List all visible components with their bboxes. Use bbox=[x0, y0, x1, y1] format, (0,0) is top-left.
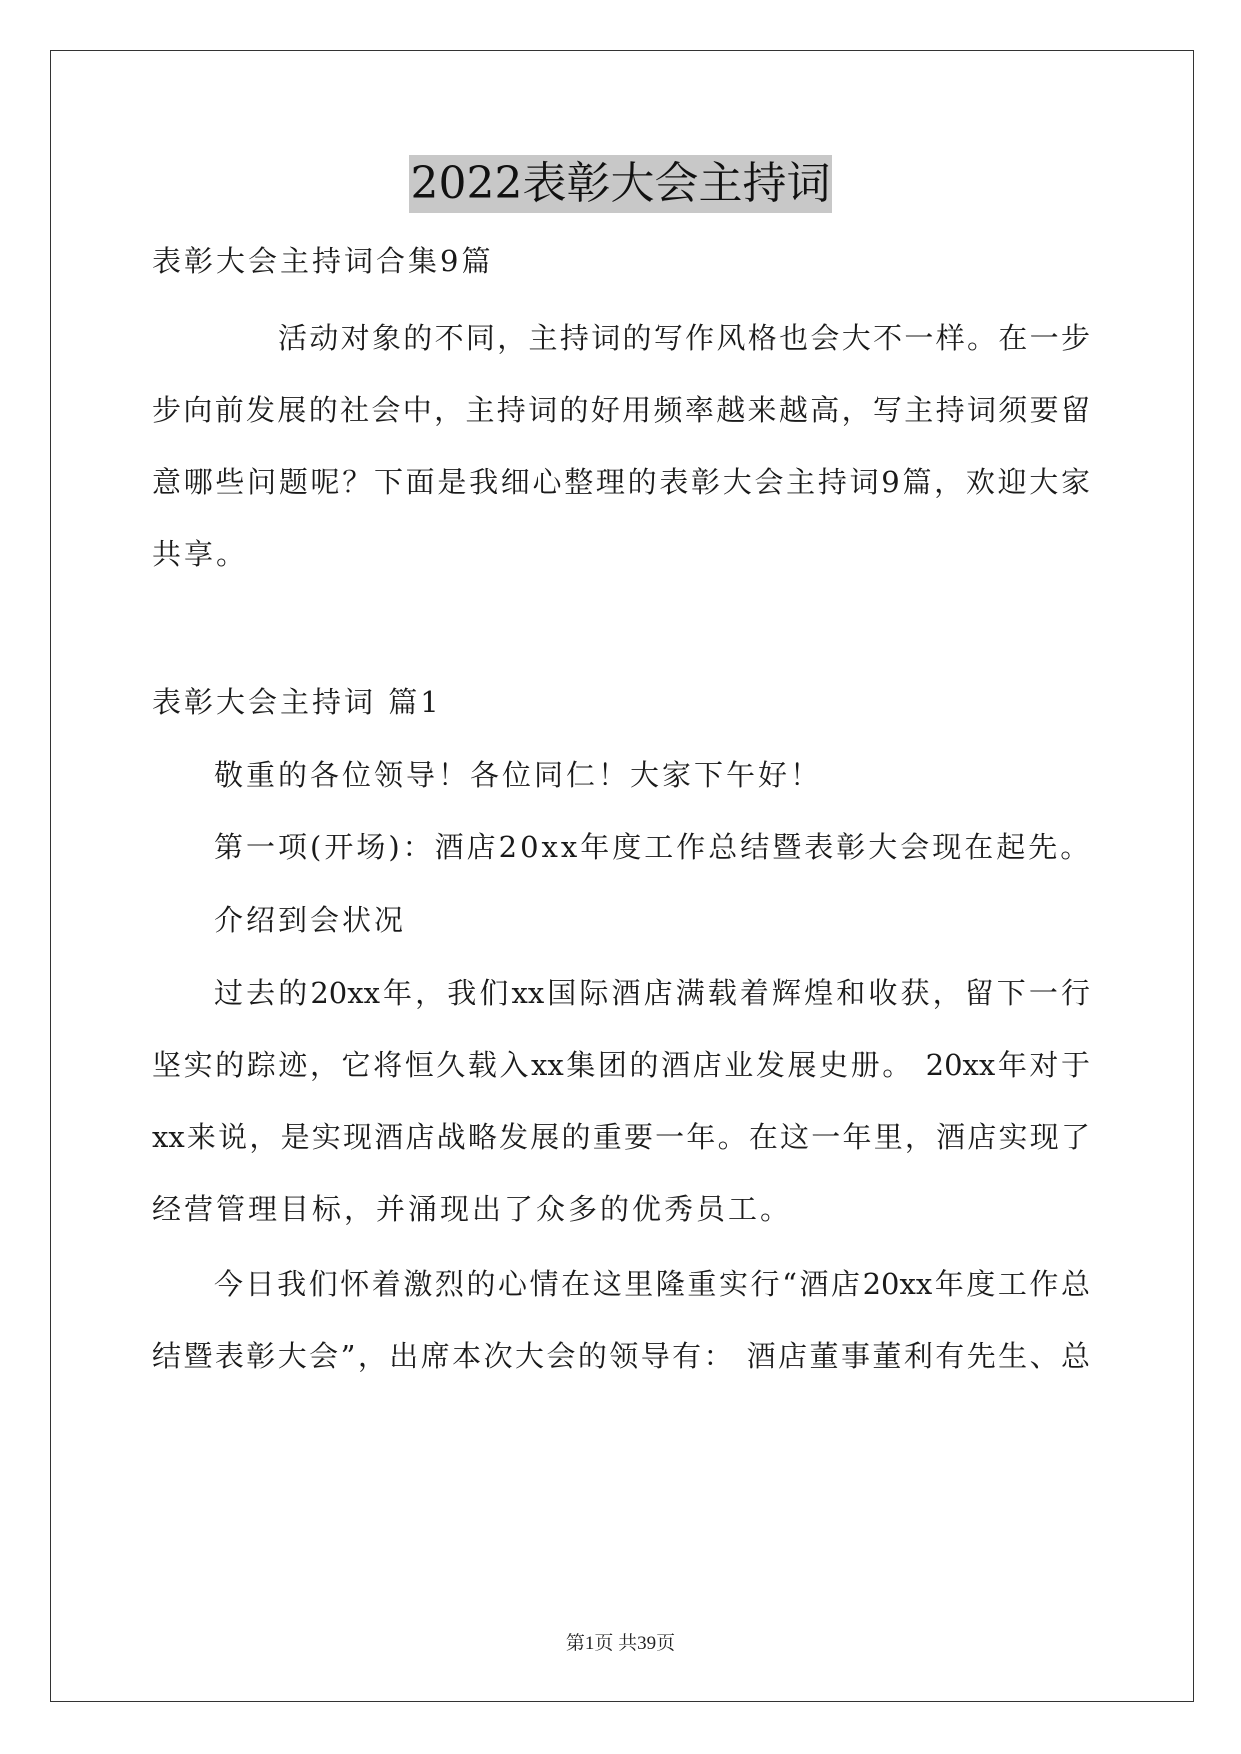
item-intro-line: 介绍到会状况 bbox=[214, 903, 407, 937]
intro-line-3: 意哪些问题呢？下面是我细心整理的表彰大会主持词9篇，欢迎大家 bbox=[152, 465, 1090, 499]
title-container bbox=[0, 155, 1241, 213]
document-title: 2022表彰大会主持词 bbox=[409, 155, 833, 213]
greeting-line: 敬重的各位领导！各位同仁！大家下午好！ bbox=[214, 758, 823, 792]
intro-line-2: 步向前发展的社会中，主持词的好用频率越来越高，写主持词须要留 bbox=[152, 393, 1090, 427]
paragraph-one-line-1: 过去的20xx年，我们xx国际酒店满载着辉煌和收获，留下一行 bbox=[214, 976, 1090, 1010]
item-one-line: 第一项(开场)：酒店20xx年度工作总结暨表彰大会现在起先。 bbox=[214, 830, 1093, 864]
page-number-footer: 第1页 共39页 bbox=[565, 1633, 676, 1654]
page-border bbox=[50, 50, 1194, 1702]
intro-line-1: 活动对象的不同，主持词的写作风格也会大不一样。在一步 bbox=[278, 321, 1090, 355]
intro-line-4: 共享。 bbox=[152, 537, 249, 571]
section-heading: 表彰大会主持词 篇1 bbox=[152, 685, 442, 719]
paragraph-one-line-4: 经营管理目标，并涌现出了众多的优秀员工。 bbox=[152, 1192, 793, 1226]
paragraph-one-line-3: xx来说，是实现酒店战略发展的重要一年。在这一年里，酒店实现了 bbox=[152, 1120, 1090, 1154]
paragraph-two-line-1: 今日我们怀着激烈的心情在这里隆重实行“酒店20xx年度工作总 bbox=[214, 1267, 1090, 1301]
paragraph-two-line-2: 结暨表彰大会”，出席本次大会的领导有： 酒店董事董利有先生、总 bbox=[152, 1339, 1090, 1373]
paragraph-one-line-2: 坚实的踪迹，它将恒久载入xx集团的酒店业发展史册。 20xx年对于 bbox=[152, 1048, 1090, 1082]
document-subtitle: 表彰大会主持词合集9篇 bbox=[152, 244, 494, 278]
